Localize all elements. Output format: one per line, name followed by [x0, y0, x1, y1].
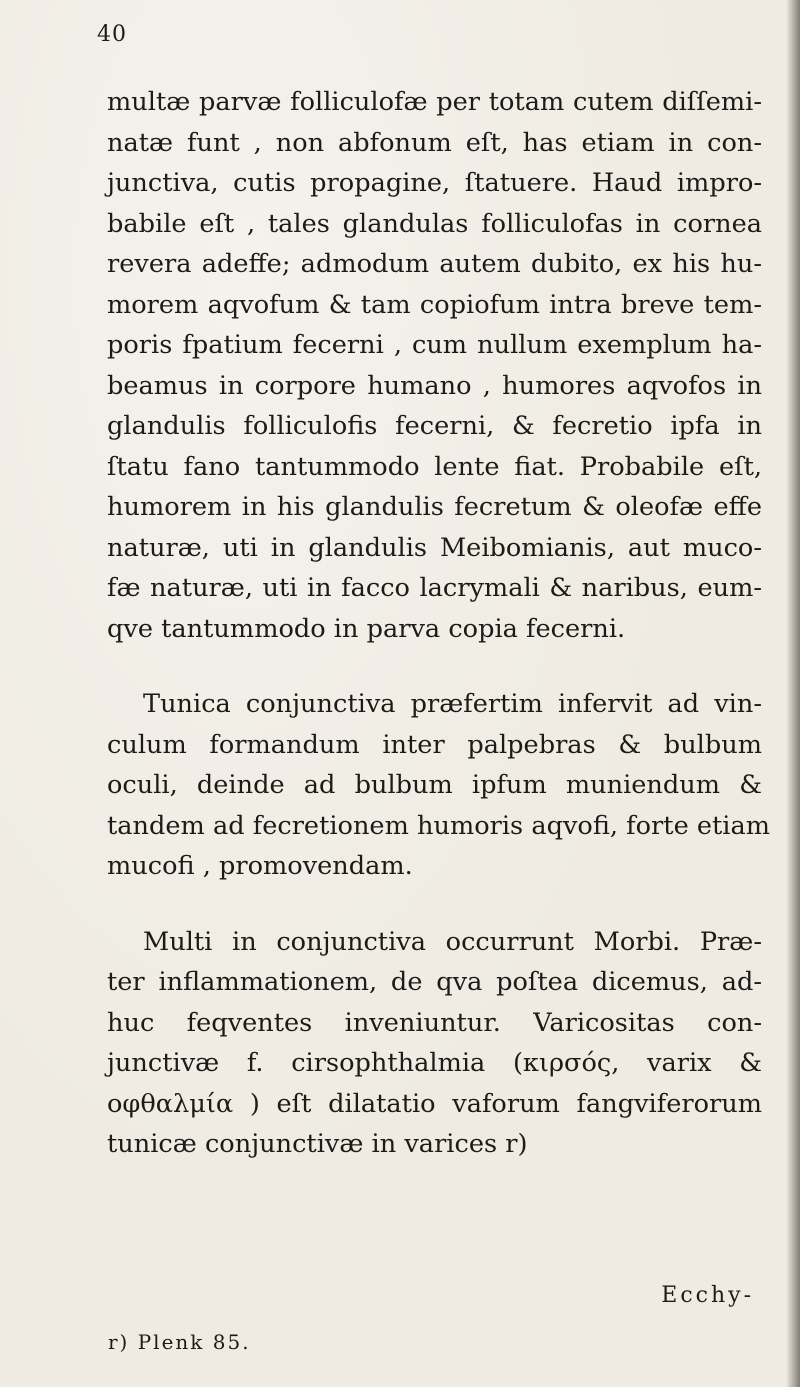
text-line: mucofi , promovendam.: [107, 851, 413, 881]
text-line: tandem ad fecretionem humoris aqvofi, forte etiam: [107, 810, 771, 841]
text-line: naturæ, uti in glandulis Meibomianis, aut muco-: [107, 532, 762, 563]
text-line: culum formandum inter palpebras & bulbum: [107, 729, 762, 760]
text-line: qve tantummodo in parva copia fecerni.: [107, 613, 626, 644]
text-line: junctiva, cutis propagine, ſtatuere. Haud impro-: [107, 168, 762, 198]
text-line: tunicæ conjunctivæ in varices r): [107, 1129, 528, 1159]
catchword: Ecchy-: [661, 1283, 754, 1308]
page-number: 40: [97, 22, 127, 47]
paragraph-gap: [107, 887, 762, 922]
text-line: poris fpatium fecerni , cum nullum exemplum ha-: [107, 330, 762, 360]
paragraph-1: [107, 82, 762, 649]
text-line: huc feqventes inveniuntur. Varicositas con-: [107, 1007, 762, 1038]
text-line: fæ naturæ, uti in facco lacrymali & naribus, eum-: [107, 573, 762, 603]
text-line: beamus in corpore humano , humores aqvofos in: [107, 370, 762, 401]
text-line: glandulis folliculofis fecerni, & fecretio ipfa in: [107, 411, 762, 441]
text-line: ter inflammationem, de qva poſtea dicemus, ad-: [107, 967, 762, 997]
text-line: Tunica conjunctiva præfertim infervit ad vin-: [143, 689, 762, 719]
page-edge-shadow: [786, 0, 800, 1387]
paragraph-3: [107, 922, 762, 1165]
text-line: Multi in conjunctiva occurrunt Morbi. Præ-: [143, 926, 762, 957]
paragraph-2: [107, 684, 771, 887]
text-line: οφθαλμία ) eſt dilatatio vaforum fangviferorum: [107, 1088, 762, 1119]
text-line: revera adeffe; admodum autem dubito, ex his hu-: [107, 249, 762, 279]
text-line: humorem in his glandulis fecretum & oleofæ effe: [107, 492, 762, 522]
text-line: multæ parvæ folliculofæ per totam cutem diſſemi-: [107, 87, 762, 117]
text-line: oculi, deinde ad bulbum ipfum muniendum &: [107, 770, 762, 800]
footnote: r) Plenk 85.: [108, 1330, 251, 1354]
text-line: junctivæ f. cirsophthalmia (κιρσός, varix &: [107, 1048, 762, 1078]
text-line: natæ funt , non abfonum eſt, has etiam in con-: [107, 127, 762, 158]
text-line: ſtatu fano tantummodo lente fiat. Probabile eſt,: [107, 451, 762, 482]
text-line: babile eſt , tales glandulas folliculofas in cornea: [107, 208, 762, 239]
paragraph-gap: [107, 649, 762, 684]
text-line: morem aqvofum & tam copiofum intra breve tem-: [107, 289, 762, 320]
body-text: [107, 82, 771, 1165]
